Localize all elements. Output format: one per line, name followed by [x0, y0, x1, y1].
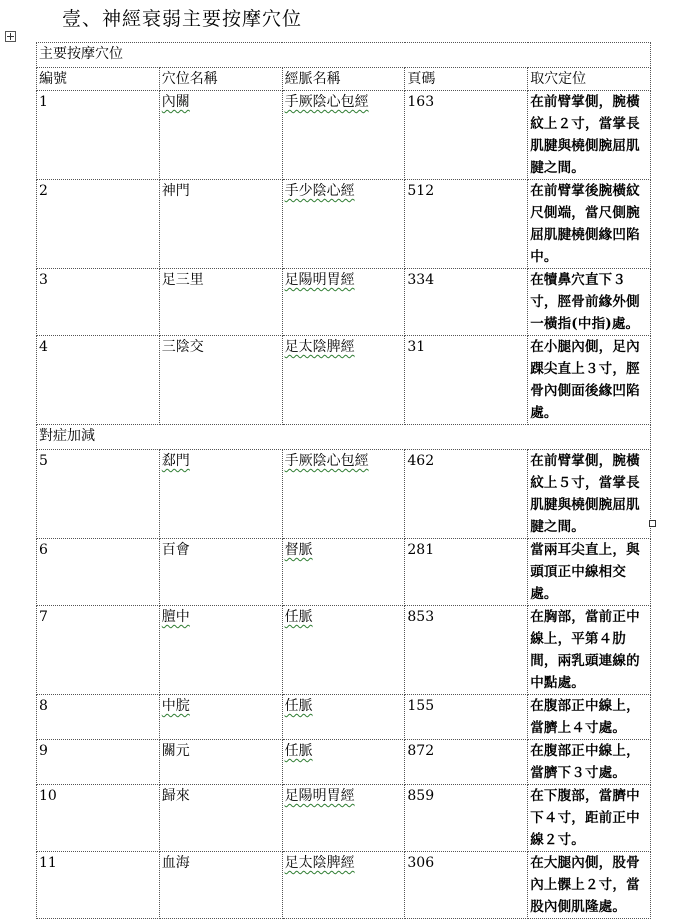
point-name: 神門 — [161, 183, 190, 199]
cell-page: 334 — [405, 269, 528, 336]
cell-no: 7 — [37, 606, 160, 695]
table-row — [37, 450, 651, 539]
point-name: 百會 — [161, 542, 190, 558]
point-name: 關元 — [161, 743, 190, 759]
cell-page: 462 — [405, 450, 528, 539]
cell-page: 306 — [405, 852, 528, 919]
cell-meridian — [282, 269, 405, 336]
location-text: 在前臂掌側，腕橫紋上５寸，當掌長肌腱與橈側腕屈肌腱之間。 — [530, 453, 640, 535]
location-text: 在胸部，當前正中線上，平第４肋間，兩乳頭連線的中點處。 — [530, 609, 640, 691]
meridian-name: 督脈 — [284, 542, 313, 558]
section-row-main — [37, 43, 651, 68]
point-name: 歸來 — [161, 788, 190, 804]
cell-page: 872 — [405, 740, 528, 785]
location-text: 在腹部正中線上，當臍下３寸處。 — [530, 743, 640, 781]
cell-location — [528, 606, 651, 695]
cell-name — [159, 852, 282, 919]
cell-location — [528, 785, 651, 852]
header-row — [37, 68, 651, 91]
cell-page: 163 — [405, 91, 528, 180]
acupoint-table — [36, 42, 651, 919]
location-text: 當兩耳尖直上，與頭頂正中線相交處。 — [530, 542, 640, 602]
table-row — [37, 336, 651, 425]
col-header-meridian: 經脈名稱 — [282, 68, 405, 91]
cell-no: 5 — [37, 450, 160, 539]
point-name: 血海 — [161, 855, 190, 871]
cell-location — [528, 740, 651, 785]
cell-page: 31 — [405, 336, 528, 425]
section-heading: 主要按摩穴位 — [37, 43, 651, 68]
location-text: 在腹部正中線上，當臍上４寸處。 — [530, 698, 640, 736]
cell-no: 1 — [37, 91, 160, 180]
cell-no: 2 — [37, 180, 160, 269]
cell-name — [159, 450, 282, 539]
cell-page: 281 — [405, 539, 528, 606]
cell-name — [159, 606, 282, 695]
table-resize-handle-icon[interactable] — [649, 520, 656, 527]
cell-page: 512 — [405, 180, 528, 269]
cell-no: 4 — [37, 336, 160, 425]
point-name: 三陰交 — [161, 339, 204, 355]
meridian-name: 任脈 — [284, 698, 313, 714]
cell-no: 8 — [37, 695, 160, 740]
cell-location — [528, 336, 651, 425]
table-row — [37, 180, 651, 269]
point-name: 內關 — [161, 94, 190, 110]
cell-location — [528, 450, 651, 539]
table-move-handle-icon[interactable] — [5, 31, 16, 42]
meridian-name: 手厥陰心包經 — [284, 453, 369, 469]
col-header-name: 穴位名稱 — [159, 68, 282, 91]
location-text: 在前臂掌後腕橫紋尺側端，當尺側腕屈肌腱橈側緣凹陷中。 — [530, 183, 640, 265]
location-text: 在小腿內側，足內踝尖直上３寸，脛骨內側面後緣凹陷處。 — [530, 339, 640, 421]
cell-name — [159, 539, 282, 606]
location-text: 在大腿內側，股骨內上髁上２寸，當股內側肌隆處。 — [530, 855, 640, 915]
table-row — [37, 269, 651, 336]
cell-location — [528, 91, 651, 180]
point-name: 膻中 — [161, 609, 190, 625]
cell-page: 155 — [405, 695, 528, 740]
location-text: 在犢鼻穴直下３寸，脛骨前緣外側一橫指(中指)處。 — [530, 272, 640, 332]
cell-meridian — [282, 695, 405, 740]
cell-name — [159, 785, 282, 852]
meridian-name: 手少陰心經 — [284, 183, 355, 199]
meridian-name: 足太陰脾經 — [284, 855, 355, 871]
cell-meridian — [282, 91, 405, 180]
point-name: 中脘 — [161, 698, 190, 714]
table-row — [37, 852, 651, 919]
cell-no: 11 — [37, 852, 160, 919]
meridian-name: 足陽明胃經 — [284, 272, 355, 288]
cell-name — [159, 336, 282, 425]
cell-location — [528, 695, 651, 740]
cell-meridian — [282, 785, 405, 852]
cell-meridian — [282, 180, 405, 269]
cell-no: 6 — [37, 539, 160, 606]
cell-name — [159, 180, 282, 269]
cell-no: 9 — [37, 740, 160, 785]
section-heading: 對症加減 — [37, 425, 651, 450]
cell-name — [159, 91, 282, 180]
table-row — [37, 785, 651, 852]
cell-name — [159, 740, 282, 785]
point-name: 足三里 — [161, 272, 204, 288]
point-name: 郄門 — [161, 453, 190, 469]
cell-meridian — [282, 606, 405, 695]
cell-meridian — [282, 336, 405, 425]
col-header-location: 取穴定位 — [528, 68, 651, 91]
cell-meridian — [282, 450, 405, 539]
table-row — [37, 91, 651, 180]
cell-location — [528, 180, 651, 269]
document-title: 壹、神經衰弱主要按摩穴位 — [62, 8, 303, 30]
location-text: 在前臂掌側，腕橫紋上２寸，當掌長肌腱與橈側腕屈肌腱之間。 — [530, 94, 640, 176]
cell-location — [528, 852, 651, 919]
meridian-name: 足太陰脾經 — [284, 339, 355, 355]
table-row — [37, 695, 651, 740]
cell-no: 3 — [37, 269, 160, 336]
table-row — [37, 606, 651, 695]
meridian-name: 任脈 — [284, 609, 313, 625]
cell-name — [159, 269, 282, 336]
meridian-name: 手厥陰心包經 — [284, 94, 369, 110]
cell-meridian — [282, 539, 405, 606]
cell-meridian — [282, 852, 405, 919]
location-text: 在下腹部，當臍中下４寸，距前正中線２寸。 — [530, 788, 640, 848]
cell-name — [159, 695, 282, 740]
cell-page: 859 — [405, 785, 528, 852]
cell-meridian — [282, 740, 405, 785]
cell-no: 10 — [37, 785, 160, 852]
table-row — [37, 740, 651, 785]
cell-page: 853 — [405, 606, 528, 695]
table-row — [37, 539, 651, 606]
meridian-name: 足陽明胃經 — [284, 788, 355, 804]
meridian-name: 任脈 — [284, 743, 313, 759]
col-header-page: 頁碼 — [405, 68, 528, 91]
cell-location — [528, 539, 651, 606]
cell-location — [528, 269, 651, 336]
section-row-extra — [37, 425, 651, 450]
col-header-no: 編號 — [37, 68, 160, 91]
